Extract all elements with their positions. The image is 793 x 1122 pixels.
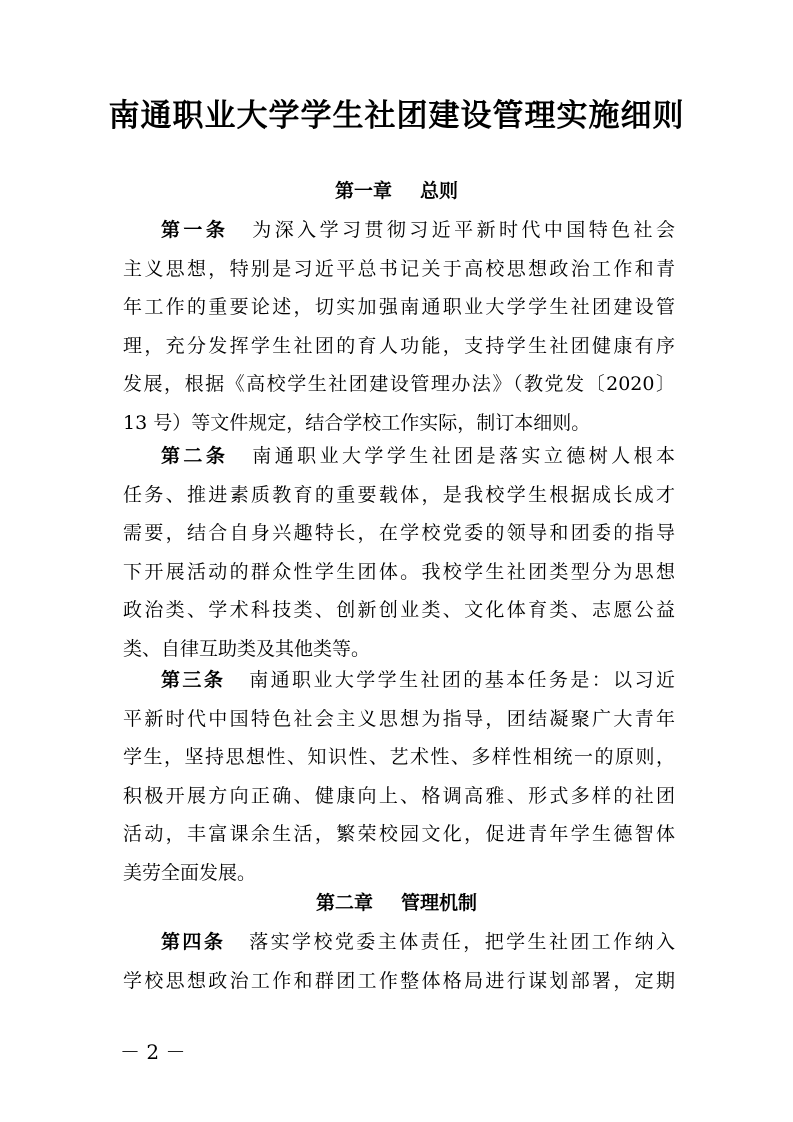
article-label: 第二条: [161, 445, 229, 467]
article-text-line: 下开展活动的群众性学生团体。我校学生社团类型分为思想: [123, 560, 675, 583]
article-label: 第四条: [161, 931, 226, 953]
article-text-line: 政治类、学术科技类、创新创业类、文化体育类、志愿公益: [123, 599, 675, 621]
article-text-line: 需要，结合自身兴趣特长，在学校党委的领导和团委的指导: [123, 522, 675, 544]
article-text-line: 为深入学习贯彻习近平新时代中国特色社会: [252, 219, 675, 241]
article-text-line: 学生，坚持思想性、知识性、艺术性、多样性相统一的原则，: [123, 746, 675, 768]
article-3: [123, 661, 675, 892]
document-title: 南通职业大学学生社团建设管理实施细则: [108, 98, 685, 134]
article-text-line: 年工作的重要论述，切实加强南通职业大学学生社团建设管: [123, 296, 675, 318]
article-text-line: 美劳全面发展。: [123, 861, 257, 884]
article-4: [123, 923, 675, 1000]
article-text-line: 南通职业大学学生社团的基本任务是：以习近: [249, 669, 675, 691]
page-number: － 2 －: [120, 1040, 186, 1064]
article-label: 第一条: [161, 219, 229, 241]
article-text-line: 平新时代中国特色社会主义思想为指导，团结凝聚广大青年: [123, 707, 675, 730]
article-2: [123, 437, 675, 668]
article-text-line: 理，充分发挥学生社团的育人功能，支持学生社团健康有序: [123, 334, 675, 357]
chapter-title: 总则: [420, 180, 459, 202]
article-text-line: 活动，丰富课余生活，繁荣校园文化，促进青年学生德智体: [123, 823, 675, 845]
article-text-line: 发展，根据《高校学生社团建设管理办法》（教党发〔2020〕: [123, 373, 675, 395]
article-text-line: 13 号）等文件规定，结合学校工作实际，制订本细则。: [123, 411, 591, 434]
article-text-line: 南通职业大学学生社团是落实立德树人根本: [252, 445, 675, 467]
article-text-line: 主义思想，特别是习近平总书记关于高校思想政治工作和青: [123, 257, 675, 280]
article-1: [123, 211, 675, 442]
article-text-line: 落实学校党委主体责任，把学生社团工作纳入: [249, 931, 675, 953]
article-label: 第三条: [161, 669, 226, 691]
article-text-line: 学校思想政治工作和群团工作整体格局进行谋划部署，定期: [123, 969, 675, 992]
chapter-title: 管理机制: [401, 892, 478, 914]
article-text-line: 类、自律互助类及其他类等。: [123, 637, 371, 660]
chapter-number: 第二章: [315, 892, 373, 914]
article-text-line: 任务、推进素质教育的重要载体，是我校学生根据成长成才: [123, 483, 675, 506]
chapter-heading-1: [0, 176, 793, 206]
chapter-number: 第一章: [334, 180, 392, 202]
chapter-heading-2: [0, 888, 793, 918]
article-text-line: 积极开展方向正确、健康向上、格调高雅、形式多样的社团: [123, 784, 675, 807]
